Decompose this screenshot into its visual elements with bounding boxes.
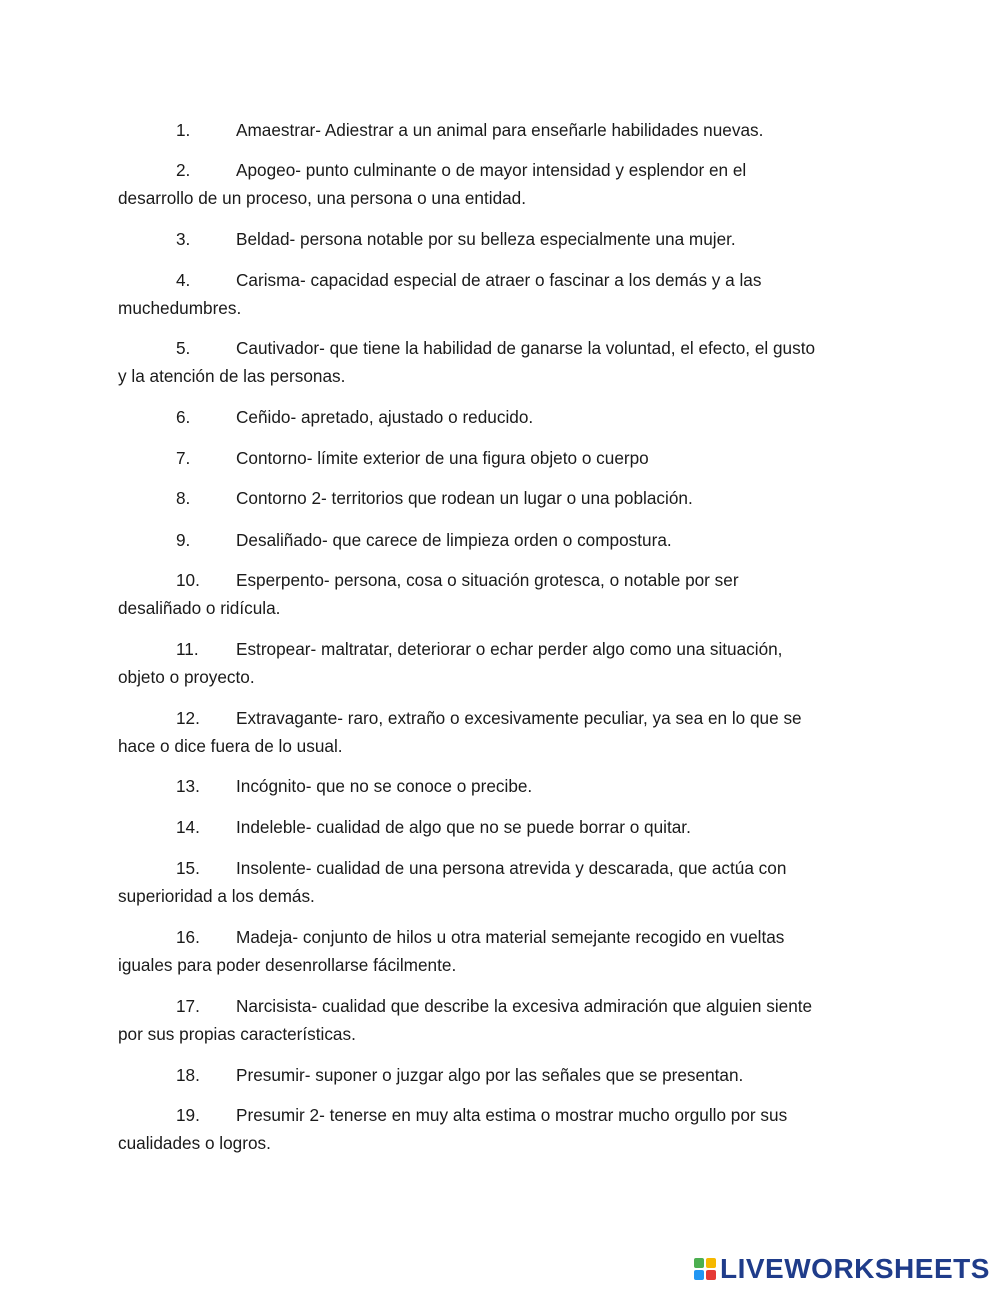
logo-text: LIVEWORKSHEETS <box>720 1253 990 1284</box>
item-number: 5. <box>176 338 191 358</box>
list-item <box>118 526 888 554</box>
item-number: 7. <box>176 448 191 468</box>
item-number: 15. <box>176 858 200 878</box>
item-definition: Indeleble- cualidad de algo que no se puede borrar o quitar. <box>236 817 691 837</box>
item-definition: Narcisista- cualidad que describe la excesiva admiración que alguien siente <box>236 996 813 1016</box>
item-definition: Carisma- capacidad especial de atraer o fascinar a los demás y a las <box>236 270 762 290</box>
item-definition-continued: muchedumbres. <box>118 298 242 318</box>
item-definition: Incógnito- que no se conoce o precibe. <box>236 776 533 796</box>
list-item <box>118 334 888 390</box>
item-number: 3. <box>176 229 191 249</box>
item-definition-continued: desarrollo de un proceso, una persona o una entidad. <box>118 188 527 208</box>
item-definition: Presumir 2- tenerse en muy alta estima o mostrar mucho orgullo por sus <box>236 1105 788 1125</box>
item-number: 4. <box>176 270 191 290</box>
item-definition: Cautivador- que tiene la habilidad de ganarse la voluntad, el efecto, el gusto <box>236 338 816 358</box>
list-item <box>118 1101 888 1157</box>
item-definition: Apogeo- punto culminante o de mayor intensidad y esplendor en el <box>236 160 747 180</box>
item-definition: Esperpento- persona, cosa o situación grotesca, o notable por ser <box>236 570 739 590</box>
list-item <box>118 484 888 512</box>
list-item <box>118 813 888 841</box>
list-item <box>118 704 888 760</box>
item-definition-continued: objeto o proyecto. <box>118 667 255 687</box>
item-definition-continued: iguales para poder desenrollarse fácilmente. <box>118 955 457 975</box>
list-item <box>118 225 888 253</box>
list-item <box>118 566 888 622</box>
list-item <box>118 116 888 144</box>
item-definition-continued: hace o dice fuera de lo usual. <box>118 736 343 756</box>
item-number: 8. <box>176 488 191 508</box>
item-definition: Madeja- conjunto de hilos u otra material semejante recogido en vueltas <box>236 927 785 947</box>
item-definition-continued: por sus propias características. <box>118 1024 356 1044</box>
item-definition: Beldad- persona notable por su belleza especialmente una mujer. <box>236 229 736 249</box>
item-definition-continued: desaliñado o ridícula. <box>118 598 281 618</box>
list-item <box>118 1061 888 1089</box>
item-number: 10. <box>176 570 200 590</box>
item-number: 11. <box>176 639 199 659</box>
list-item <box>118 923 888 979</box>
item-number: 13. <box>176 776 200 796</box>
list-item <box>118 635 888 691</box>
item-definition: Amaestrar- Adiestrar a un animal para enseñarle habilidades nuevas. <box>236 120 764 140</box>
item-definition: Desaliñado- que carece de limpieza orden o compostura. <box>236 530 672 550</box>
item-number: 16. <box>176 927 200 947</box>
logo-mark-icon <box>694 1258 716 1280</box>
item-definition: Extravagante- raro, extraño o excesivamente peculiar, ya sea en lo que se <box>236 708 802 728</box>
list-item <box>118 266 888 322</box>
item-definition: Contorno 2- territorios que rodean un lugar o una población. <box>236 488 693 508</box>
item-number: 18. <box>176 1065 200 1085</box>
item-number: 9. <box>176 530 191 550</box>
item-number: 2. <box>176 160 191 180</box>
item-definition: Estropear- maltratar, deteriorar o echar perder algo como una situación, <box>236 639 783 659</box>
item-number: 6. <box>176 407 191 427</box>
list-item <box>118 772 888 800</box>
list-item <box>118 444 888 472</box>
list-item <box>118 992 888 1048</box>
item-number: 12. <box>176 708 200 728</box>
liveworksheets-logo <box>694 1254 990 1284</box>
list-item <box>118 403 888 431</box>
list-item <box>118 156 888 212</box>
item-number: 19. <box>176 1105 200 1125</box>
item-definition-continued: cualidades o logros. <box>118 1133 271 1153</box>
item-definition-continued: superioridad a los demás. <box>118 886 315 906</box>
item-definition: Ceñido- apretado, ajustado o reducido. <box>236 407 534 427</box>
item-definition-continued: y la atención de las personas. <box>118 366 346 386</box>
item-definition: Presumir- suponer o juzgar algo por las señales que se presentan. <box>236 1065 744 1085</box>
item-definition: Contorno- límite exterior de una figura objeto o cuerpo <box>236 448 649 468</box>
item-number: 14. <box>176 817 200 837</box>
item-number: 17. <box>176 996 200 1016</box>
item-definition: Insolente- cualidad de una persona atrevida y descarada, que actúa con <box>236 858 787 878</box>
item-number: 1. <box>176 120 191 140</box>
list-item <box>118 854 888 910</box>
